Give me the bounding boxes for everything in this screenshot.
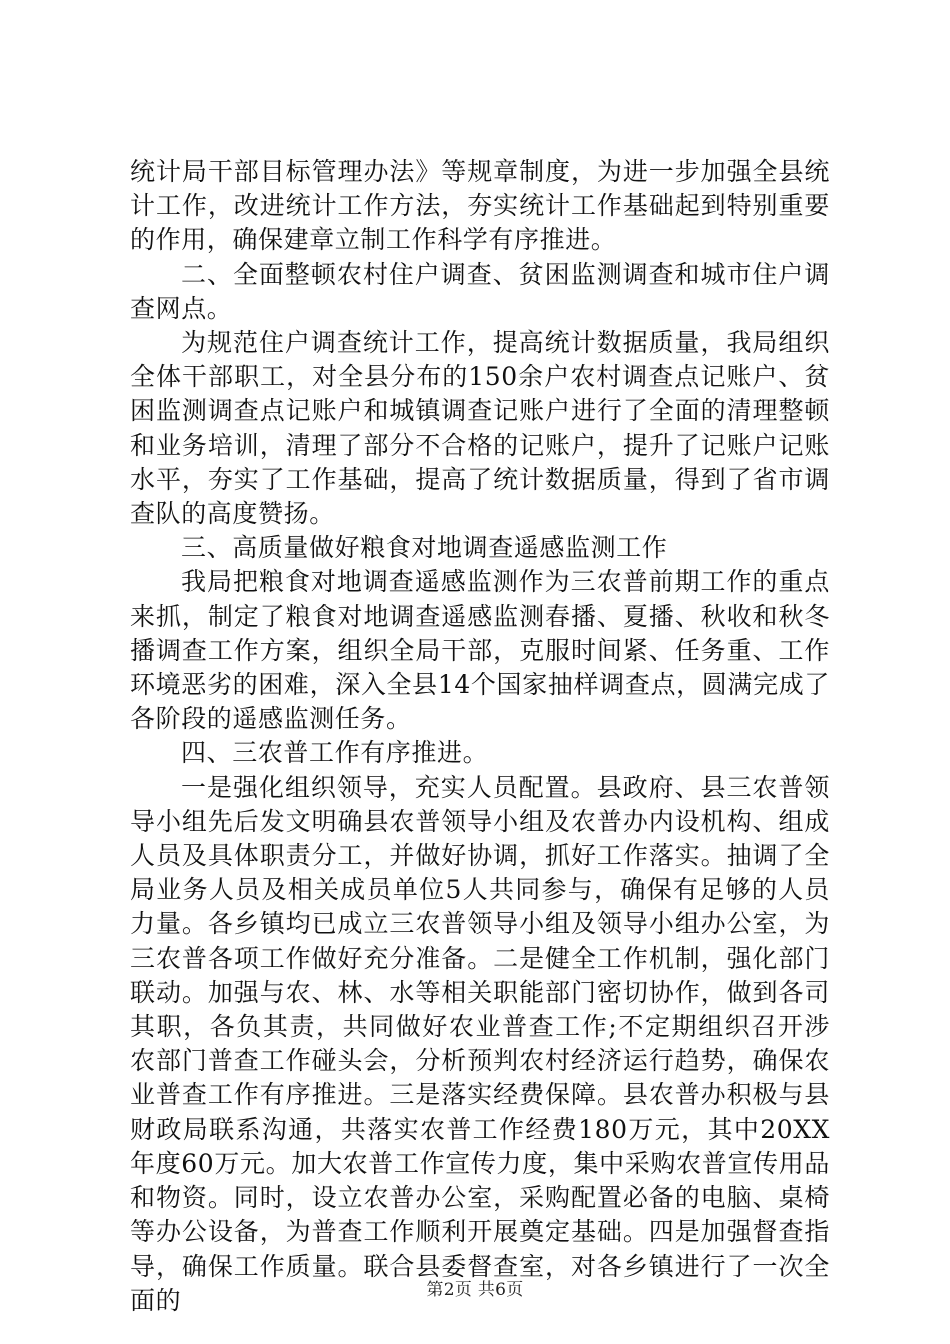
section-heading-4: 四、三农普工作有序推进。 [181,738,489,768]
paragraph-3: 我局把粮食对地调查遥感监测作为三农普前期工作的重点来抓，制定了粮食对地调查遥感监测春播、夏播、秋收和秋冬播调查工作方案，组织全局干部，克服时间紧、任务重、工作环境恶劣的困难，深入全县14个国家抽样调查点，圆满完成了各阶段的遥感监测任务。 [130,567,830,734]
paragraph-4: 一是强化组织领导，充实人员配置。县政府、县三农普领导小组先后发文明确县农普领导小组及农普办内设机构、组成人员及具体职责分工，并做好协调，抓好工作落实。抽调了全局业务人员及相关成员单位5人共同参与，确保有足够的人员力量。各乡镇均已成立三农普领导小组及领导小组办公室，为三农普各项工作做好充分准备。二是健全工作机制，强化部门联动。加强与农、林、水等相关职能部门密切协作，做到各司其职，各负其责，共同做好农业普查工作;不定期组织召开涉农部门普查工作碰头会，分析预判农村经济运行趋势，确保农业普查工作有序推进。三是落实经费保障。县农普办积极与县财政局联系沟通，共落实农普工作经费180万元，其中20XX年度60万元。加大农普工作宣传力度，集中采购农普宣传用品和物资。同时，设立农普办公室，采购配置必备的电脑、桌椅等办公设备，为普查工作顺利开展奠定基础。四是加强督查指导，确保工作质量。联合县委督查室，对各乡镇进行了一次全面的 [130,772,830,1315]
paragraph-2: 为规范住户调查统计工作，提高统计数据质量，我局组织全体干部职工，对全县分布的150余户农村调查点记账户、贫困监测调查点记账户和城镇调查记账户进行了全面的清理整顿和业务培训，清理了部分不合格的记账户，提升了记账户记账水平，夯实了工作基础，提高了统计数据质量，得到了省市调查队的高度赞扬。 [130,328,830,529]
paragraph-1: 统计局干部目标管理办法》等规章制度，为进一步加强全县统计工作，改进统计工作方法，夯实统计工作基础起到特别重要的作用，确保建章立制工作科学有序推进。 [130,157,830,255]
section-heading-2: 二、全面整顿农村住户调查、贫困监测调查和城市住户调查网点。 [130,259,830,323]
section-heading-3: 三、高质量做好粮食对地调查遥感监测工作 [181,533,668,563]
page-number-footer: 第2页 共6页 [426,1280,524,1300]
document-body [130,155,830,1318]
